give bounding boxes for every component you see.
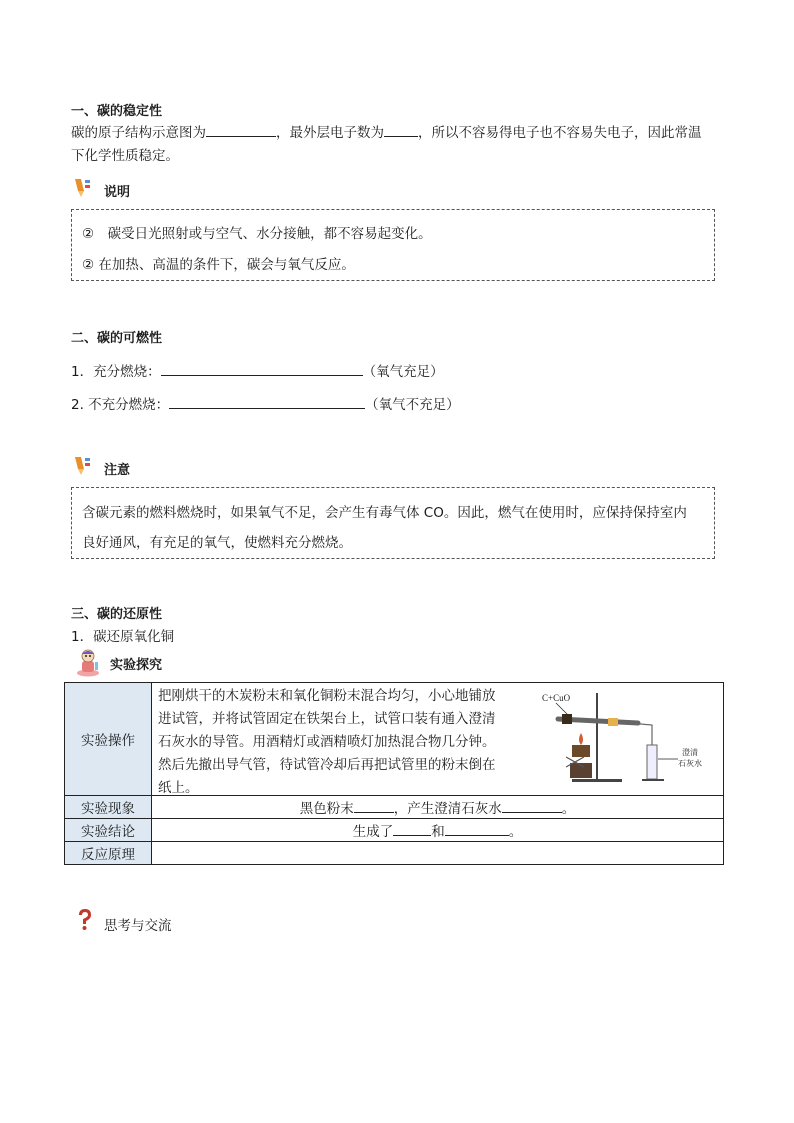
blank-limewater-change[interactable] bbox=[502, 800, 562, 813]
section2-heading: 二、碳的可燃性 bbox=[71, 331, 163, 346]
text-segment: 生成了 bbox=[352, 824, 394, 840]
op-line: 纸上。 bbox=[158, 780, 199, 796]
blank-atom-diagram[interactable] bbox=[206, 124, 276, 137]
scientist-icon bbox=[75, 647, 101, 677]
table-row-principle bbox=[65, 842, 724, 865]
caution-line: 含碳元素的燃料燃烧时，如果氧气不足，会产生有毒气体 CO。因此，燃气在使用时，应保持保持室内 bbox=[82, 505, 687, 521]
think-label: 思考与交流 bbox=[104, 918, 172, 934]
blank-product-2[interactable] bbox=[445, 823, 509, 836]
experiment-table bbox=[64, 682, 724, 865]
text-segment: （氧气不充足） bbox=[365, 397, 460, 413]
blank-complete-combustion[interactable] bbox=[161, 363, 363, 376]
note-box-caution bbox=[71, 487, 715, 559]
text-segment: 2. 不充分燃烧： bbox=[71, 397, 170, 413]
diagram-label-limewater: 澄清 bbox=[682, 748, 698, 757]
caution-label: 注意 bbox=[104, 463, 131, 478]
text-segment: 黑色粉末 bbox=[299, 801, 354, 817]
text-segment: 1．充分燃烧： bbox=[71, 364, 161, 380]
concl-label: 实验结论 bbox=[65, 819, 152, 842]
note-box-explanation bbox=[71, 209, 715, 281]
question-icon bbox=[76, 908, 94, 932]
phen-label: 实验现象 bbox=[65, 796, 152, 819]
apparatus-diagram bbox=[536, 687, 720, 787]
principle-content[interactable] bbox=[152, 842, 724, 865]
combustion-item-1 bbox=[71, 360, 444, 380]
blank-powder-change[interactable] bbox=[354, 800, 394, 813]
op-line: 把刚烘干的木炭粉末和氧化铜粉末混合均匀，小心地铺放 bbox=[158, 688, 496, 704]
note-item: ② 碳受日光照射或与空气、水分接触，都不容易起变化。 bbox=[82, 226, 432, 242]
op-text bbox=[158, 685, 496, 800]
text-segment: ，最外层电子数为 bbox=[276, 125, 384, 141]
text-segment: 碳的原子结构示意图为 bbox=[71, 125, 206, 141]
concl-content bbox=[152, 819, 724, 842]
section1-line2: 下化学性质稳定。 bbox=[71, 148, 179, 164]
note-item: ② 在加热、高温的条件下，碳会与氧气反应。 bbox=[82, 257, 355, 273]
text-segment: 。 bbox=[508, 824, 523, 840]
section3-heading: 三、碳的还原性 bbox=[71, 607, 163, 622]
blank-product-1[interactable] bbox=[393, 823, 431, 836]
note-label: 说明 bbox=[104, 185, 131, 200]
pen-icon bbox=[72, 455, 92, 477]
text-segment: 和 bbox=[431, 824, 445, 840]
experiment-label: 实验探究 bbox=[110, 658, 163, 673]
table-row-operation bbox=[65, 683, 724, 796]
section1-line1 bbox=[71, 121, 702, 141]
diagram-label-limewater: 石灰水 bbox=[678, 759, 702, 768]
diagram-label-reactants: C+CuO bbox=[542, 693, 571, 703]
text-segment: ，所以不容易得电子也不容易失电子，因此常温 bbox=[418, 125, 702, 141]
pen-icon bbox=[72, 177, 92, 199]
text-segment: ，产生澄清石灰水 bbox=[393, 801, 502, 817]
combustion-item-2 bbox=[71, 393, 460, 413]
op-content bbox=[152, 683, 724, 796]
blank-outer-electrons[interactable] bbox=[384, 124, 418, 137]
op-label: 实验操作 bbox=[65, 683, 152, 796]
section1-heading: 一、碳的稳定性 bbox=[71, 104, 163, 119]
op-line: 石灰水的导管。用酒精灯或酒精喷灯加热混合物几分钟。 bbox=[158, 734, 496, 750]
section3-subheading: 1．碳还原氧化铜 bbox=[71, 629, 175, 645]
op-line: 进试管，并将试管固定在铁架台上，试管口装有通入澄清 bbox=[158, 711, 496, 727]
text-segment: 。 bbox=[561, 801, 576, 817]
text-segment: （氧气充足） bbox=[362, 364, 444, 380]
principle-label: 反应原理 bbox=[65, 842, 152, 865]
table-row-conclusion bbox=[65, 819, 724, 842]
blank-incomplete-combustion[interactable] bbox=[169, 396, 365, 409]
caution-line: 良好通风，有充足的氧气，使燃料充分燃烧。 bbox=[82, 535, 352, 551]
op-line: 然后先撤出导气管，待试管冷却后再把试管里的粉末倒在 bbox=[158, 757, 496, 773]
